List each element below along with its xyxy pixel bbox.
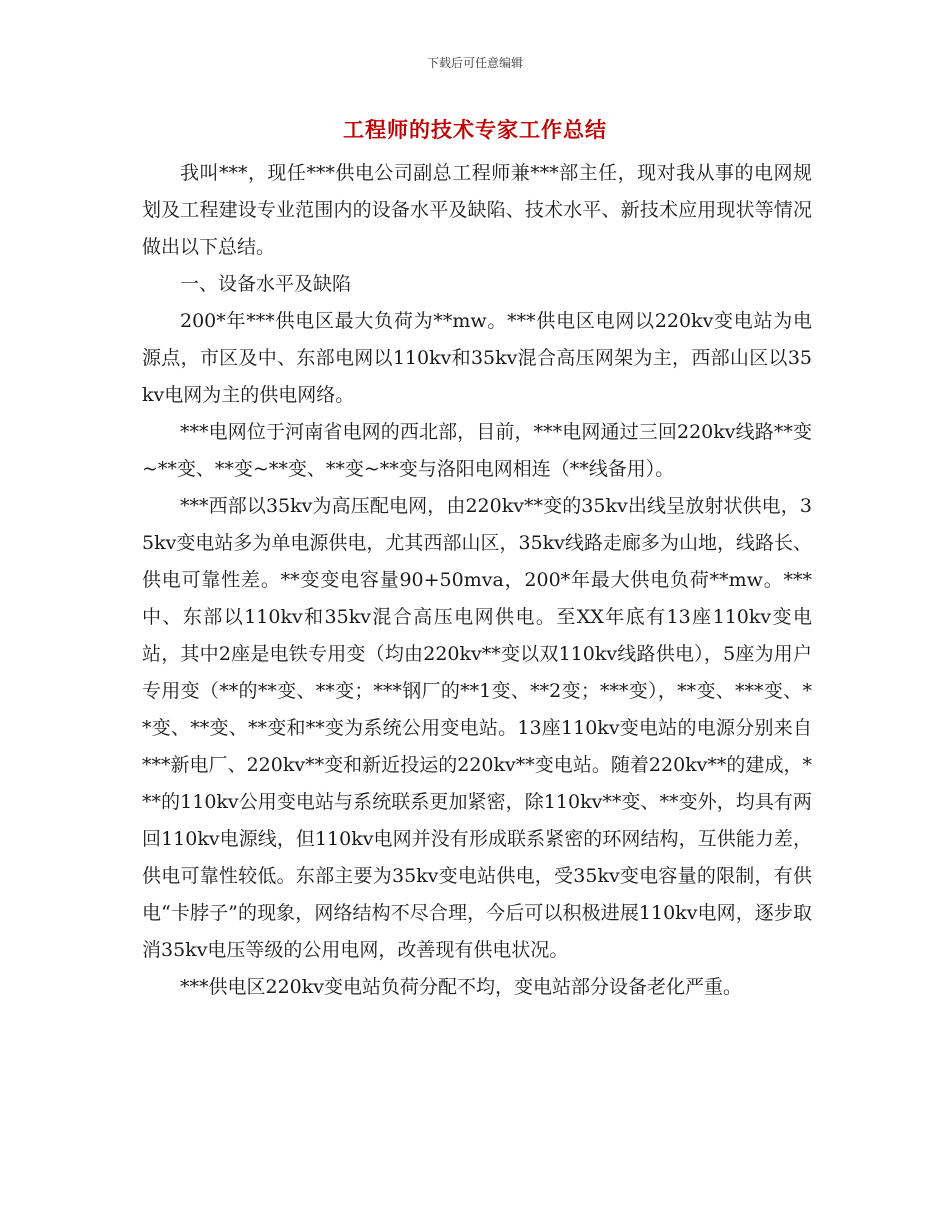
- page-header: 下载后可任意编辑: [426, 56, 523, 70]
- paragraph-substation-load: ***供电区220kv变电站负荷分配不均，变电站部分设备老化严重。: [180, 976, 743, 998]
- section-heading: 一、设备水平及缺陷: [180, 273, 352, 295]
- paragraph-grid-location: ***电网位于河南省电网的西北部，目前，***电网通过三回220kv线路**变~**变、**变~**变、**变~**变与洛阳电网相连（**线备用）。: [142, 421, 812, 480]
- document-body: [142, 155, 812, 1006]
- paragraph-intro: 我叫***，现任***供电公司副总工程师兼***部主任，现对我从事的电网规划及工程建设专业范围内的设备水平及缺陷、技术水平、新技术应用现状等情况做出以下总结。: [142, 162, 812, 258]
- paragraph-network-detail: ***西部以35kv为高压配电网，由220kv**变的35kv出线呈放射状供电，35kv变电站多为单电源供电，尤其西部山区，35kv线路走廊多为山地，线路长、供电可靠性差。**变变电容量90+50mva，200*年最大供电负荷**mw。***中、东部以110kv和35kv混合高压电网供电。至XX年底有13座110kv变电站，其中2座是电铁专用变（均由220kv**变以双110kv线路供电），5座为用户专用变（**的**变、**变；***钢厂的**1变、**2变；***变），**变、***变、**变、**变、**变和**变为系统公用变电站。13座110kv变电站的电源分别来自***新电厂、220kv**变和新近投运的220kv**变电站。随着220kv**的建成，***的110kv公用变电站与系统联系更加紧密，除110kv**变、**变外，均具有两回110kv电源线，但110kv电网并没有形成联系紧密的环网结构，互供能力差，供电可靠性较低。东部主要为35kv变电站供电，受35kv变电容量的限制，有供电“卡脖子”的现象，网络结构不尽合理，今后可以积极进展110kv电网，逐步取消35kv电压等级的公用电网，改善现有供电状况。: [142, 495, 812, 961]
- paragraph-load: 200*年***供电区最大负荷为**mw。***供电区电网以220kv变电站为电源点，市区及中、东部电网以110kv和35kv混合高压网架为主，西部山区以35kv电网为主的供电网络。: [142, 310, 812, 406]
- document-title: 工程师的技术专家工作总结: [343, 118, 607, 142]
